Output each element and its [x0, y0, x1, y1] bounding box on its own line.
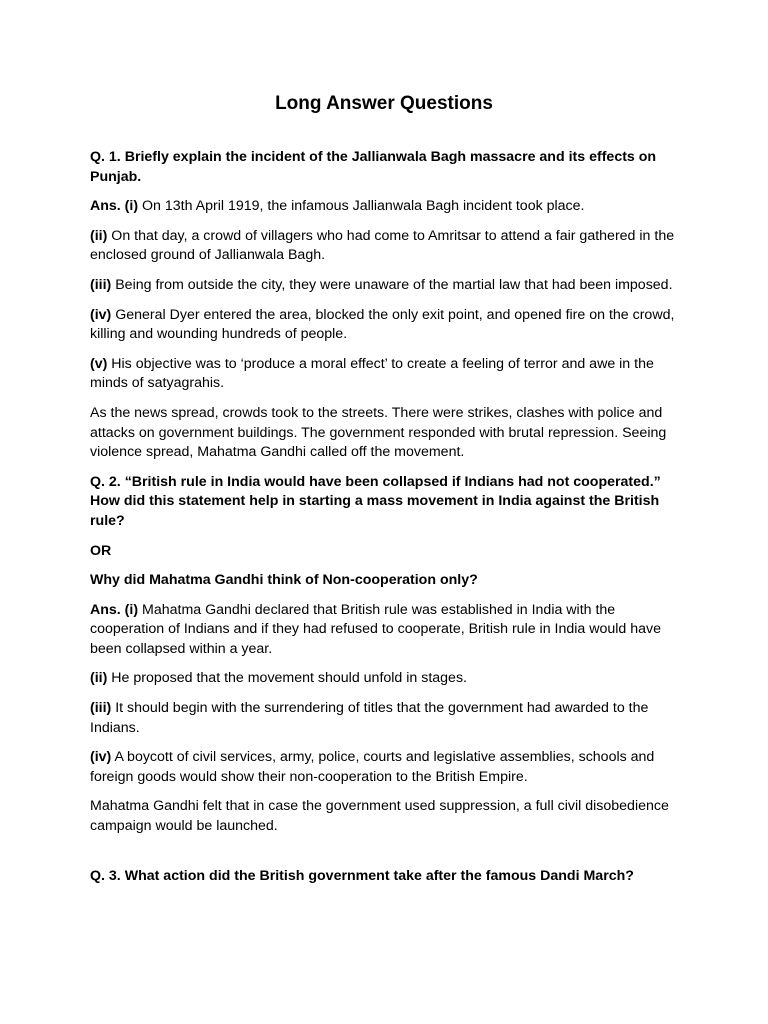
answer-text: It should begin with the surrendering of titles that the government had awarded to the Indians. [90, 700, 649, 736]
answer-1-point-iii [90, 276, 680, 296]
question-2-alternate: Why did Mahatma Gandhi think of Non-cooperation only? [90, 572, 478, 589]
answer-label: (ii) [90, 670, 108, 687]
answer-text: General Dyer entered the area, blocked the only exit point, and opened fire on the crowd, killing and wounding hundreds of people. [90, 306, 675, 343]
answer-2-conclusion: Mahatma Gandhi felt that in case the government used suppression, a full civil disobedience campaign would be launched. [90, 798, 669, 835]
answer-2-point-ii [90, 669, 680, 689]
answer-label: (iv) [90, 306, 112, 323]
answer-text: Mahatma Gandhi declared that British rule was established in India with the cooperation of Indians and if they had refused to cooperate, British rule in India would have been collapsed within a year. [90, 601, 662, 657]
answer-text: A boycott of civil services, army, police, courts and legislative assemblies, schools and foreign goods would show their non-cooperation to the British Empire. [90, 749, 655, 785]
answer-text: On 13th April 1919, the infamous Jallianwala Bagh incident took place. [138, 198, 585, 215]
answer-text: Being from outside the city, they were unaware of the martial law that had been imposed. [111, 276, 673, 293]
answer-label: (iii) [90, 276, 112, 293]
answer-2-point-iv [90, 748, 680, 787]
or-separator: OR [90, 542, 112, 559]
answer-label: Ans. (i) [90, 198, 139, 215]
answer-label: Ans. (i) [90, 601, 139, 618]
answer-label: (iii) [90, 700, 112, 717]
answer-text: He proposed that the movement should unfold in stages. [107, 670, 467, 687]
answer-2-point-iii [90, 699, 680, 738]
answer-1-point-i [90, 197, 680, 217]
answer-2-point-i [90, 601, 680, 660]
answer-1-conclusion: As the news spread, crowds took to the streets. There were strikes, clashes with police and attacks on government buildings. The government responded with brutal repression. Seeing violence spread, Mahatma Gandhi called off the movement. [90, 404, 667, 461]
document-body [90, 148, 680, 896]
answer-1-point-iv [90, 306, 680, 345]
question-3: Q. 3. What action did the British government take after the famous Dandi March? [90, 867, 634, 884]
answer-1-point-ii [90, 227, 680, 266]
question-2: Q. 2. “British rule in India would have been collapsed if Indians had not cooperated.” How did this statement help in starting a mass movement in India against the British rule? [90, 473, 661, 529]
answer-text: His objective was to ‘produce a moral effect’ to create a feeling of terror and awe in the minds of satyagrahis. [90, 355, 654, 392]
answer-text: On that day, a crowd of villagers who had come to Amritsar to attend a fair gathered in the enclosed ground of Jallianwala Bagh. [90, 227, 675, 264]
question-1: Q. 1. Briefly explain the incident of the Jallianwala Bagh massacre and its effects on Punjab. [90, 149, 657, 185]
page-title: Long Answer Questions [275, 93, 493, 114]
answer-label: (iv) [90, 749, 112, 766]
spacer [90, 847, 680, 867]
answer-1-point-v [90, 355, 680, 394]
answer-label: (v) [90, 355, 108, 372]
answer-label: (ii) [90, 227, 108, 244]
